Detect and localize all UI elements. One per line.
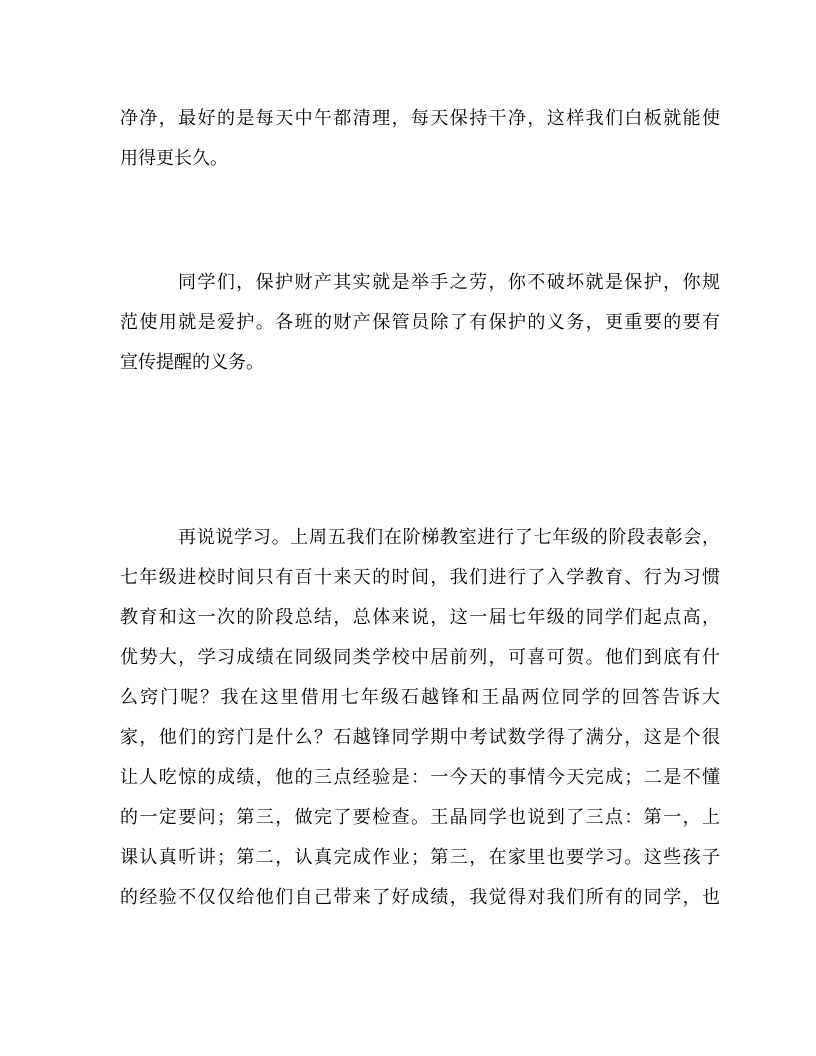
text-line: 的一定要问；第三，做完了要检查。王晶同学也说到了三点：第一，上 (120, 807, 720, 828)
text-line: 让人吃惊的成绩，他的三点经验是：一今天的事情今天完成；二是不懂 (120, 767, 720, 788)
text-line: 课认真听讲；第二，认真完成作业；第三，在家里也要学习。这些孩子 (120, 847, 720, 868)
text-line: 同学们，保护财产其实就是举手之劳，你不破坏就是保护，你规 (178, 272, 720, 293)
paragraph-study (120, 518, 720, 918)
text-line: 范使用就是爱护。各班的财产保管员除了有保护的义务，更重要的要有 (120, 312, 720, 333)
text-line: 家，他们的窍门是什么？石越锋同学期中考试数学得了满分，这是个很 (120, 727, 720, 748)
text-line: 再说说学习。上周五我们在阶梯教室进行了七年级的阶段表彰会， (178, 527, 720, 548)
text-line: 宣传提醒的义务。 (120, 352, 264, 373)
text-line: 净净，最好的是每天中午都清理，每天保持干净，这样我们白板就能使 (120, 108, 720, 129)
paragraph-property-protection (120, 263, 720, 383)
text-line: 七年级进校时间只有百十来天的时间，我们进行了入学教育、行为习惯 (120, 567, 720, 588)
text-line: 用得更长久。 (120, 148, 228, 169)
text-line: 教育和这一次的阶段总结，总体来说，这一届七年级的同学们起点高， (120, 607, 720, 628)
paragraph-whiteboard-care (120, 99, 720, 179)
text-line: 优势大，学习成绩在同级同类学校中居前列，可喜可贺。他们到底有什 (120, 647, 720, 668)
text-line: 么窍门呢？我在这里借用七年级石越锋和王晶两位同学的回答告诉大 (120, 687, 720, 708)
text-line: 的经验不仅仅给他们自己带来了好成绩，我觉得对我们所有的同学，也 (120, 887, 720, 908)
